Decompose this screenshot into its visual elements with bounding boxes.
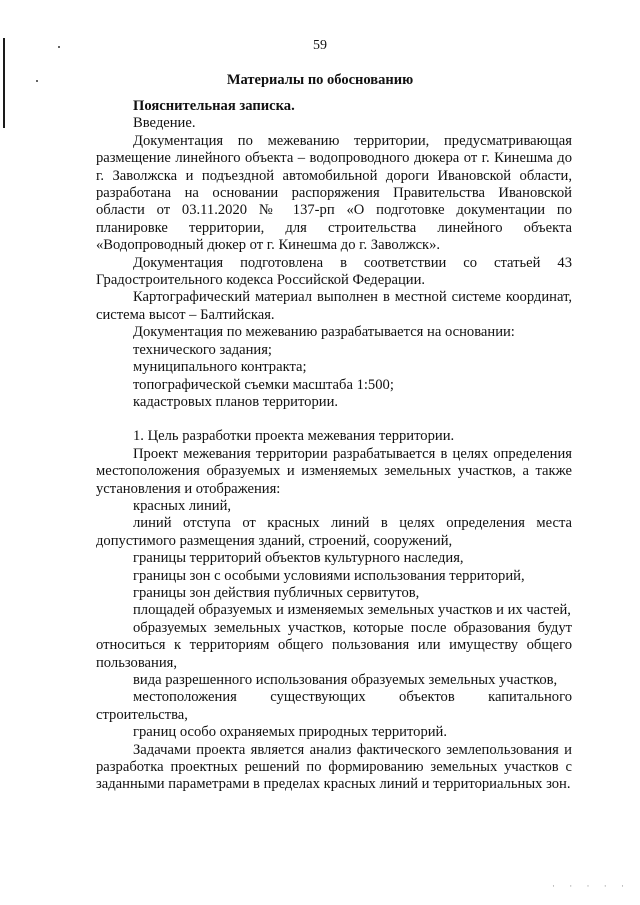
list-item: площадей образуемых и изменяемых земельных участков и их частей, bbox=[133, 602, 571, 619]
list-item: топографической съемки масштаба 1:500; bbox=[133, 376, 394, 393]
list-item: вида разрешенного использования образуемых земельных участков, bbox=[133, 672, 558, 688]
paragraph-coordinate-system: Картографический материал выполнен в местной системе координат, система высот – Балтийская. bbox=[96, 289, 572, 323]
list-item: красных линий, bbox=[133, 497, 232, 514]
list-item: границ особо охраняемых природных территорий. bbox=[133, 724, 448, 741]
list-item: границы территорий объектов культурного наследия, bbox=[133, 550, 464, 567]
list-item: линий отступа от красных линий в целях определения места допустимого размещения зданий, строений, сооружений, bbox=[96, 515, 572, 549]
goal-heading: 1. Цель разработки проекта межевания территории. bbox=[133, 428, 455, 445]
paragraph-basis-intro: Документация по межеванию разрабатывается на основании: bbox=[133, 324, 515, 341]
list-item: кадастровых планов территории. bbox=[133, 393, 339, 410]
page-number: 59 bbox=[313, 38, 327, 53]
spacer bbox=[96, 411, 572, 428]
list-item: границы зон с особыми условиями использования территорий, bbox=[133, 567, 525, 584]
list-item: муниципального контракта; bbox=[133, 359, 307, 376]
paragraph-basis-document: Документация по межеванию территории, предусматривающая размещение линейного объекта – водопроводного дюкера от г. Кинешма до г. Заволжска и подъездной автомобильной дороги Ивановской области, разработана на основании распоряжения Правительства Ивановской области от 03.11.2020 № 137-рп «О подготовке документации по планировке территории, для строительства линейного объекта «Водопроводный дюкер от г. Кинешма до г. Заволжск». bbox=[96, 132, 572, 254]
document-body bbox=[96, 98, 572, 794]
section-title: Материалы по обоснованию bbox=[226, 72, 414, 88]
list-item: границы зон действия публичных сервитутов, bbox=[133, 584, 420, 601]
list-item: местоположения существующих объектов капитального строительства, bbox=[96, 689, 572, 723]
paragraph-legal-basis: Документация подготовлена в соответствии со статьей 43 Градостроительного кодекса Российской Федерации. bbox=[96, 254, 572, 289]
paragraph-tasks: Задачами проекта является анализ фактического землепользования и разработка проектных решений по формированию земельных участков с заданными параметрами в пределах красных линий и территориальных зон. bbox=[96, 741, 572, 793]
intro-label: Введение. bbox=[133, 115, 196, 132]
note-heading: Пояснительная записка. bbox=[133, 98, 295, 114]
scan-footer-marks: · · · · · bbox=[552, 881, 630, 891]
paragraph-purpose: Проект межевания территории разрабатывается в целях определения местоположения образуемых и изменяемых земельных участков, а также установления и отображения: bbox=[96, 445, 572, 497]
list-item: образуемых земельных участков, которые после образования будут относиться к территориям общего пользования или имуществу общего пользования, bbox=[96, 619, 572, 671]
list-item: технического задания; bbox=[133, 341, 272, 358]
